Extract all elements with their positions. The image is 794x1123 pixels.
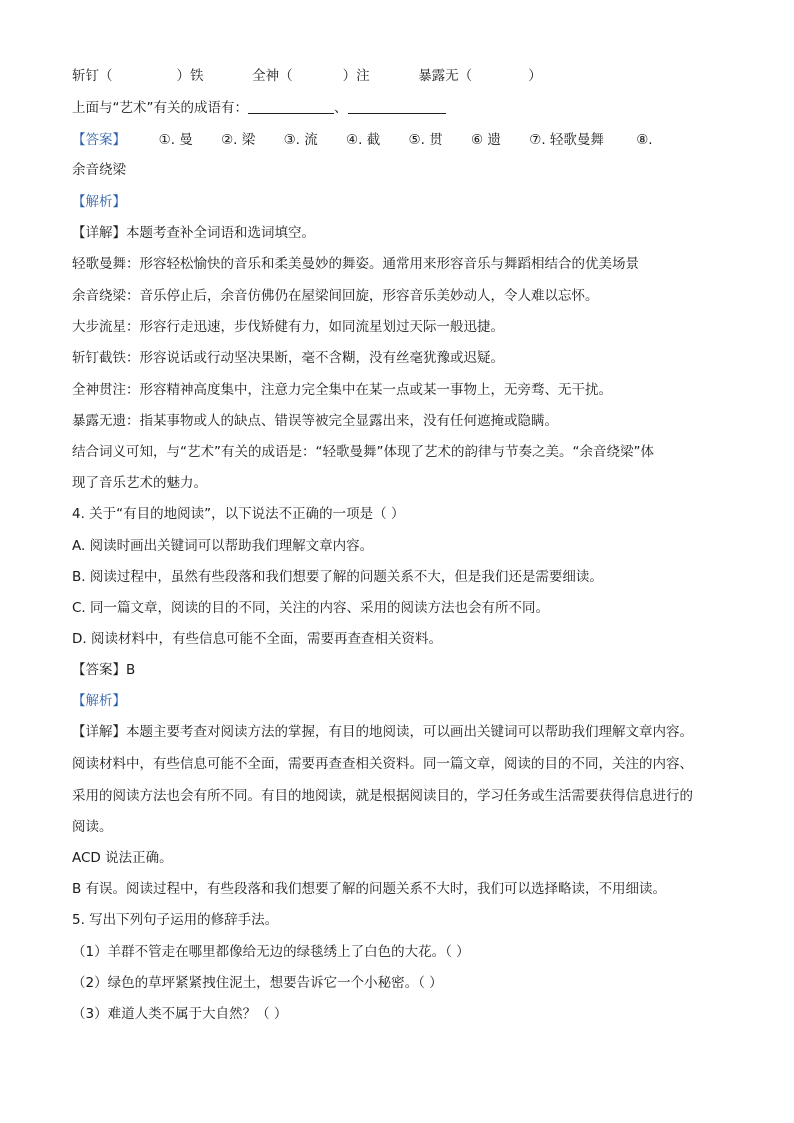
- answer-3: ③. 流: [283, 132, 318, 148]
- conclusion-line: 现了音乐艺术的魅力。: [72, 475, 207, 491]
- answer-line: [72, 130, 653, 150]
- art-idiom-line: [72, 98, 446, 118]
- answer-5: ⑤. 贯: [408, 132, 443, 148]
- definition-line: 大步流星：形容行走迅速，步伐矫健有力，如同流星划过天际一般迅捷。: [72, 319, 504, 335]
- question-4-detail: ACD 说法正确。: [72, 850, 173, 866]
- answer-underline-1: [248, 99, 334, 114]
- answer-8: ⑧.: [636, 132, 653, 148]
- definition-line: 全神贯注：形容精神高度集中，注意力完全集中在某一点或某一事物上，无旁骛、无干扰。: [72, 382, 612, 398]
- definition-line: 余音绕梁：音乐停止后，余音仿佛仍在屋梁间回旋，形容音乐美妙动人，令人难以忘怀。: [72, 288, 599, 304]
- blank-2-left: 全神（: [252, 68, 293, 84]
- answer-6: ⑥ 遗: [471, 132, 501, 148]
- blank-3-right: ）: [528, 68, 542, 84]
- answer-tag: 【答案】: [72, 132, 126, 148]
- detail-line: 【详解】本题考查补全词语和选词填空。: [72, 225, 315, 241]
- option-a: A. 阅读时画出关键词可以帮助我们理解文章内容。: [72, 538, 374, 554]
- question-5-item: （1）羊群不管走在哪里都像给无边的绿毯绣上了白色的大花。（ ）: [72, 944, 470, 960]
- question-4-answer: 【答案】B: [72, 662, 136, 678]
- option-b: B. 阅读过程中，虽然有些段落和我们想要了解的问题关系不大，但是我们还是需要细读。: [72, 569, 603, 585]
- blank-3-left: 暴露无（: [418, 68, 473, 84]
- analysis-tag: 【解析】: [72, 194, 126, 210]
- art-separator: 、: [334, 100, 348, 116]
- definition-line: 斩钉截铁：形容说话或行动坚决果断，毫不含糊，没有丝毫犹豫或迟疑。: [72, 350, 504, 366]
- definition-line: 暴露无遗：指某事物或人的缺点、错误等被完全显露出来，没有任何遮掩或隐瞒。: [72, 413, 558, 429]
- blank-1-left: 斩钉（: [72, 68, 113, 84]
- question-5-item: （2）绿色的草坪紧紧拽住泥土，想要告诉它一个小秘密。（ ）: [72, 975, 443, 991]
- answer-4: ④. 截: [346, 132, 381, 148]
- answer-continuation: 余音绕梁: [72, 162, 126, 178]
- question-5-stem: 5. 写出下列句子运用的修辞手法。: [72, 912, 279, 928]
- blank-1-right: ）铁: [176, 68, 204, 84]
- question-4-stem: 4. 关于“有目的地阅读”，以下说法不正确的一项是（ ）: [72, 506, 405, 522]
- question-4-detail: 阅读。: [72, 819, 113, 835]
- definition-line: 轻歌曼舞：形容轻松愉快的音乐和柔美曼妙的舞姿。通常用来形容音乐与舞蹈相结合的优美场景: [72, 256, 639, 272]
- conclusion-line: 结合词义可知，与“艺术”有关的成语是：“轻歌曼舞”体现了艺术的韵律与节奏之美。“余音绕梁”体: [72, 444, 654, 460]
- blank-2-right: ）注: [342, 68, 370, 84]
- answer-2: ②. 梁: [221, 132, 256, 148]
- art-prompt: 上面与“艺术”有关的成语有：: [72, 100, 248, 116]
- answer-underline-2: [348, 99, 446, 114]
- question-5-item: （3）难道人类不属于大自然？（ ）: [72, 1006, 288, 1022]
- answer-1: ①. 曼: [158, 132, 193, 148]
- blank-row: [72, 66, 542, 86]
- option-c: C. 同一篇文章，阅读的目的不同，关注的内容、采用的阅读方法也会有所不同。: [72, 600, 550, 616]
- option-d: D. 阅读材料中，有些信息可能不全面，需要再查查相关资料。: [72, 631, 442, 647]
- question-4-detail: 阅读材料中，有些信息可能不全面，需要再查查相关资料。同一篇文章，阅读的目的不同，关注的内容、: [72, 756, 693, 772]
- question-4-detail: 【详解】本题主要考查对阅读方法的掌握，有目的地阅读，可以画出关键词可以帮助我们理解文章内容。: [72, 724, 693, 740]
- question-4-detail: B 有误。阅读过程中，有些段落和我们想要了解的问题关系不大时，我们可以选择略读，不用细读。: [72, 881, 667, 897]
- question-4-detail: 采用的阅读方法也会有所不同。有目的地阅读，就是根据阅读目的，学习任务或生活需要获得信息进行的: [72, 788, 693, 804]
- question-4-analysis-tag: 【解析】: [72, 693, 126, 709]
- answer-7: ⑦. 轻歌曼舞: [529, 132, 604, 148]
